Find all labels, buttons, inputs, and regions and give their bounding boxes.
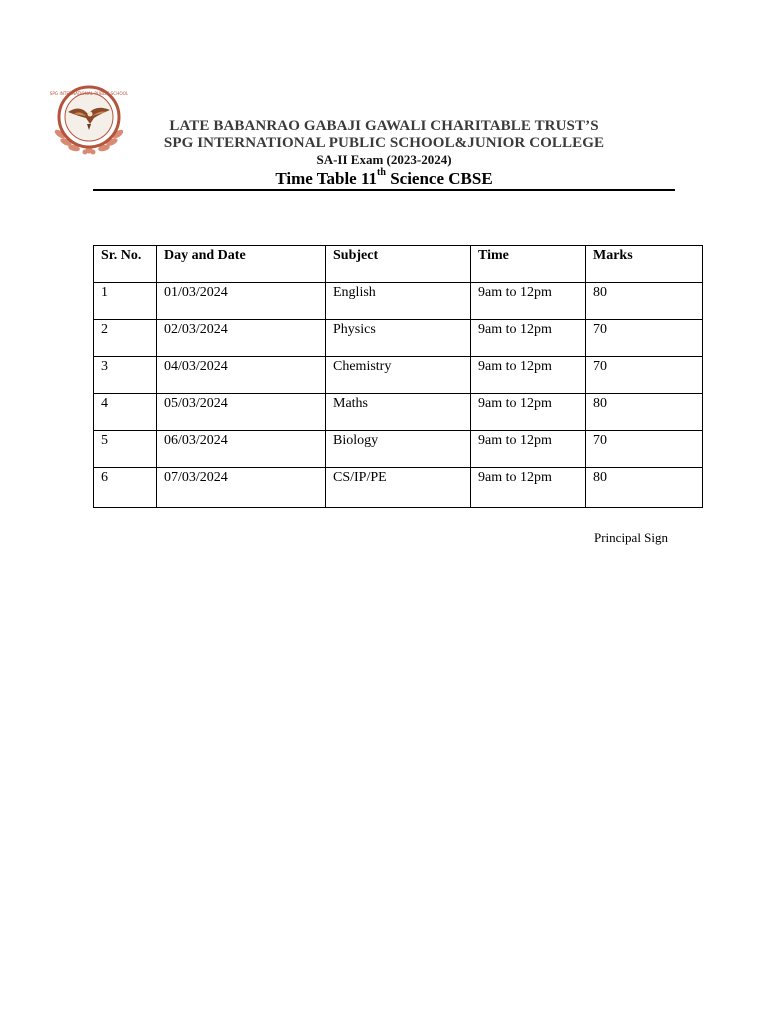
cell-marks: 70 [586,431,703,468]
cell-sr-no: 4 [94,394,157,431]
cell-subject: Chemistry [326,357,471,394]
column-header: Time [471,246,586,283]
trust-name: LATE BABANRAO GABAJI GAWALI CHARITABLE TRUST’S [169,118,599,134]
cell-date: 04/03/2024 [157,357,326,394]
title-superscript: th [377,167,386,178]
table-row [94,394,703,431]
title-prefix: Time Table 11 [275,169,378,188]
table-header-row [94,246,703,283]
cell-sr-no: 2 [94,320,157,357]
cell-time: 9am to 12pm [471,394,586,431]
timetable-title [94,167,674,188]
cell-marks: 70 [586,357,703,394]
cell-sr-no: 1 [94,283,157,320]
column-header: Sr. No. [94,246,157,283]
header-divider [93,189,675,191]
cell-subject: Physics [326,320,471,357]
cell-date: 02/03/2024 [157,320,326,357]
cell-time: 9am to 12pm [471,320,586,357]
table-row [94,431,703,468]
timetable [93,245,703,508]
cell-subject: CS/IP/PE [326,468,471,508]
cell-time: 9am to 12pm [471,283,586,320]
principal-sign: Principal Sign [594,530,669,545]
column-header: Marks [586,246,703,283]
cell-date: 07/03/2024 [157,468,326,508]
table-row [94,468,703,508]
cell-time: 9am to 12pm [471,431,586,468]
cell-subject: Biology [326,431,471,468]
column-header: Day and Date [157,246,326,283]
table-row [94,357,703,394]
cell-time: 9am to 12pm [471,357,586,394]
column-header: Subject [326,246,471,283]
table-row [94,320,703,357]
exam-name: SA-II Exam (2023-2024) [316,152,452,167]
cell-date: 05/03/2024 [157,394,326,431]
cell-subject: English [326,283,471,320]
school-name: SPG INTERNATIONAL PUBLIC SCHOOL&JUNIOR COLLEGE [163,135,605,151]
cell-sr-no: 5 [94,431,157,468]
cell-marks: 80 [586,468,703,508]
cell-subject: Maths [326,394,471,431]
svg-text:SPG INTERNATIONAL PUBLIC SCHOO: SPG INTERNATIONAL PUBLIC SCHOOL [50,91,128,96]
cell-marks: 80 [586,394,703,431]
cell-sr-no: 3 [94,357,157,394]
cell-marks: 70 [586,320,703,357]
cell-sr-no: 6 [94,468,157,508]
cell-time: 9am to 12pm [471,468,586,508]
title-suffix: Science CBSE [385,169,493,188]
cell-date: 06/03/2024 [157,431,326,468]
table-row [94,283,703,320]
cell-marks: 80 [586,283,703,320]
cell-date: 01/03/2024 [157,283,326,320]
